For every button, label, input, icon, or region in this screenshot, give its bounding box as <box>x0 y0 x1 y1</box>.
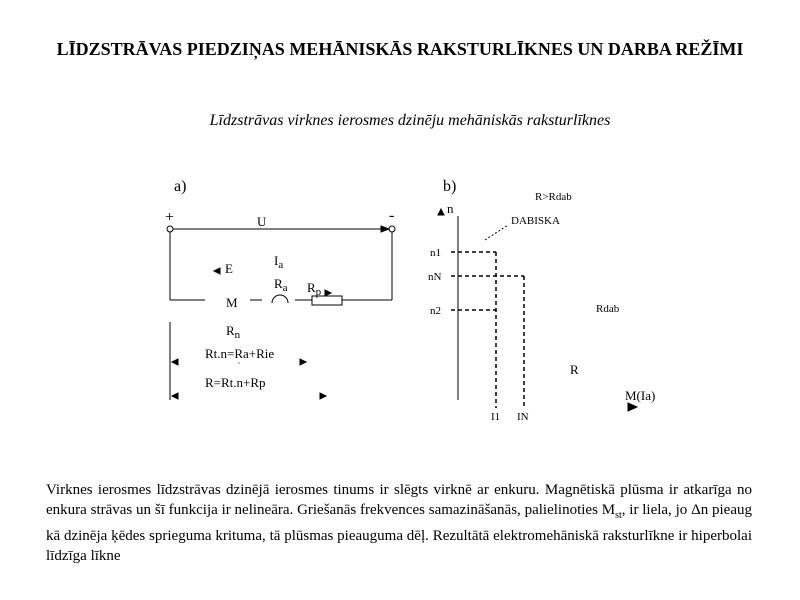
body-subscript: st <box>615 510 622 521</box>
nn-label: nN <box>428 271 442 283</box>
motor-label: M <box>226 295 238 310</box>
emf-label: E <box>225 261 233 276</box>
n2-label: n2 <box>430 305 441 317</box>
current-label: $I_a$ <box>274 253 284 271</box>
minus-sign: - <box>389 207 395 224</box>
field-winding-icon <box>272 295 288 303</box>
plus-terminal <box>167 226 173 232</box>
m-axis-arrow <box>628 403 637 411</box>
dabiska-label: DABISKA <box>511 215 560 227</box>
e-arrow-icon <box>214 268 220 274</box>
in-label: IN <box>517 411 529 423</box>
rtn-arrow-left <box>172 359 178 365</box>
n-axis-label: n <box>447 201 454 216</box>
rp-arrow-icon <box>325 290 331 296</box>
r-curve-label: R <box>570 362 579 377</box>
ra-label: $R_a$ <box>274 276 288 294</box>
dabiska-pointer <box>485 225 508 240</box>
body-paragraph <box>46 480 752 566</box>
page-subtitle: Līdzstrāvas virknes ierosmes dzinēju mehāniskās raksturlīknes <box>209 112 611 129</box>
circuit-diagram-a <box>167 226 395 400</box>
r-gt-rdab-label: R>Rdab <box>535 191 572 203</box>
voltage-label: U <box>257 214 267 229</box>
r-arrow-left <box>172 393 178 399</box>
body-text-end: , ir liela, jo Δn pieaug kā dzinēja ķēdes sprieguma krituma, tā plūsmas pieauguma dēļ. Rezultātā elektromehāniskā raksturlīkne ir hiperbolai līdzīga līkne <box>46 502 752 564</box>
rdab-label: Rdab <box>596 303 620 315</box>
equation-r: R=Rt.n+Rp <box>205 375 266 390</box>
page-title: LĪDZSTRĀVAS PIEDZIŅAS MEHĀNISKĀS RAKSTURLĪKNES UN DARBA REŽĪMI <box>56 39 744 59</box>
plus-sign: + <box>165 209 175 226</box>
equation-rtn: Rt.n=Ra+Rie <box>205 346 275 361</box>
rp-label: $R_p$ <box>307 280 322 298</box>
m-axis-label: M(Ia) <box>625 388 656 403</box>
rtn-arrow-right <box>300 359 306 365</box>
body-text-start: Virknes ierosmes līdzstrāvas dzinējā ierosmes tinums ir slēgts virknē ar enkuru. Magnētiskā plūsma ir atkarīga no enkura strāvas un šī funkcija ir nelineāra. Griešanās frekvences samazināšanās, palielinoties M <box>46 482 752 518</box>
n-axis-arrow <box>438 209 444 215</box>
n1-label: n1 <box>430 247 441 259</box>
r-arrow-right <box>320 393 326 399</box>
label-b: b) <box>443 178 457 195</box>
label-a: a) <box>174 178 187 195</box>
i1-label: I1 <box>491 411 501 423</box>
voltage-arrow-head <box>381 226 389 232</box>
rn-label: $R_n$ <box>226 323 241 341</box>
